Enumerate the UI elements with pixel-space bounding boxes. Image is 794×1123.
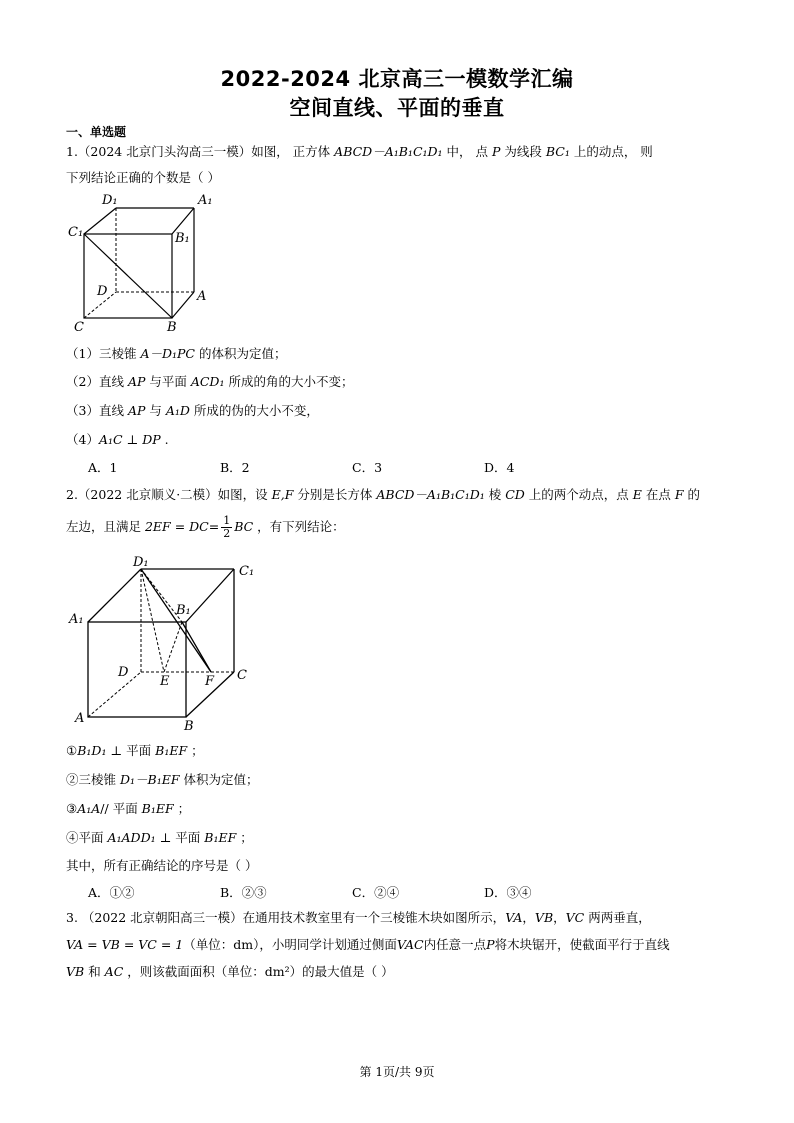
section-title: 一、单选题 xyxy=(66,125,127,139)
label-A: A xyxy=(197,289,207,304)
q1-line2: 下列结论正确的个数是（ ） xyxy=(66,170,220,185)
page-footer: 第 1页/共 9页 xyxy=(359,1065,435,1079)
q2-option-c[interactable]: C．②④ xyxy=(352,885,400,900)
q2-line1: 2.（2022 北京顺义·二模）如图，设 E,F 分别是长方体 ABCD－A₁B₁C₁D₁ 棱 CD 上的两个动点，点 E 在点 F 的 xyxy=(66,487,701,502)
label-B1: B₁ xyxy=(175,231,190,246)
q1-statement-4: （4）A₁C ⊥ DP . xyxy=(66,432,169,447)
q1-option-c[interactable]: C．3 xyxy=(352,460,383,475)
q2-option-a[interactable]: A．①② xyxy=(88,885,135,900)
q1-option-d[interactable]: D．4 xyxy=(484,460,515,475)
label-D1: D₁ xyxy=(133,555,149,570)
q3-line3: VB 和 AC ，则该截面面积（单位：dm²）的最大值是（ ） xyxy=(66,964,394,979)
label-D: D xyxy=(118,665,129,680)
q1-options xyxy=(88,458,648,476)
label-D1: D₁ xyxy=(102,193,118,208)
q2-box-figure xyxy=(66,552,266,737)
q1-line1: 1.（2024 北京门头沟高三一模）如图， 正方体 ABCD－A₁B₁C₁D₁ 中， 点 P 为线段 BC₁ 上的动点， 则 xyxy=(66,144,653,159)
q2-question: 其中，所有正确结论的序号是（ ） xyxy=(66,858,258,873)
q1-option-b[interactable]: B．2 xyxy=(220,460,250,475)
q2-line2: 左边，且满足 2EF = DC= $\frac{1}{2}$ BC ，有下列结论： xyxy=(66,514,345,540)
label-D: D xyxy=(97,284,108,299)
q2-statement-4: ④平面 A₁ADD₁ ⊥ 平面 B₁EF ； xyxy=(66,830,253,845)
label-C1: C₁ xyxy=(239,564,255,579)
q2-options xyxy=(88,883,648,901)
label-B: B xyxy=(167,320,177,335)
q1-cube-figure xyxy=(66,190,226,340)
q2-statement-2: ②三棱锥 D₁－B₁EF 体积为定值； xyxy=(66,772,259,787)
label-A1: A₁ xyxy=(198,193,213,208)
label-E: E xyxy=(160,674,170,689)
q3-line1: 3. （2022 北京朝阳高三一模）在通用技术教室里有一个三棱锥木块如图所示，VA，VB，VC 两两垂直， xyxy=(66,910,651,925)
label-B: B xyxy=(184,719,194,734)
q1-statement-2: （2）直线 AP 与平面 ACD₁ 所成的角的大小不变； xyxy=(66,374,354,389)
label-B1: B₁ xyxy=(176,603,191,618)
q1-option-a[interactable]: A．1 xyxy=(88,460,118,475)
label-A1: A₁ xyxy=(69,612,84,627)
q1-statement-3: （3）直线 AP 与 A₁D 所成的伪的大小不变， xyxy=(66,403,319,418)
fraction: $\frac{1}{2}$ xyxy=(223,514,231,540)
q2-statement-1: ①B₁D₁ ⊥ 平面 B₁EF ； xyxy=(66,743,204,758)
page-title: 2022-2024 北京高三一模数学汇编 xyxy=(220,67,574,91)
q3-line2: VA = VB = VC = 1（单位：dm），小明同学计划通过侧面VAC内任意一点P将木块锯开，使截面平行于直线 xyxy=(66,937,670,952)
label-A: A xyxy=(75,711,85,726)
q2-option-b[interactable]: B．②③ xyxy=(220,885,267,900)
label-C: C xyxy=(237,668,247,683)
q2-statement-3: ③A₁A// 平面 B₁EF ； xyxy=(66,801,191,816)
label-C1: C₁ xyxy=(68,225,84,240)
label-F: F xyxy=(205,674,215,689)
q2-option-d[interactable]: D．③④ xyxy=(484,885,532,900)
q1-statement-1: （1）三棱锥 A－D₁PC 的体积为定值； xyxy=(66,346,287,361)
page-subtitle: 空间直线、平面的垂直 xyxy=(289,96,505,120)
label-C: C xyxy=(74,320,84,335)
